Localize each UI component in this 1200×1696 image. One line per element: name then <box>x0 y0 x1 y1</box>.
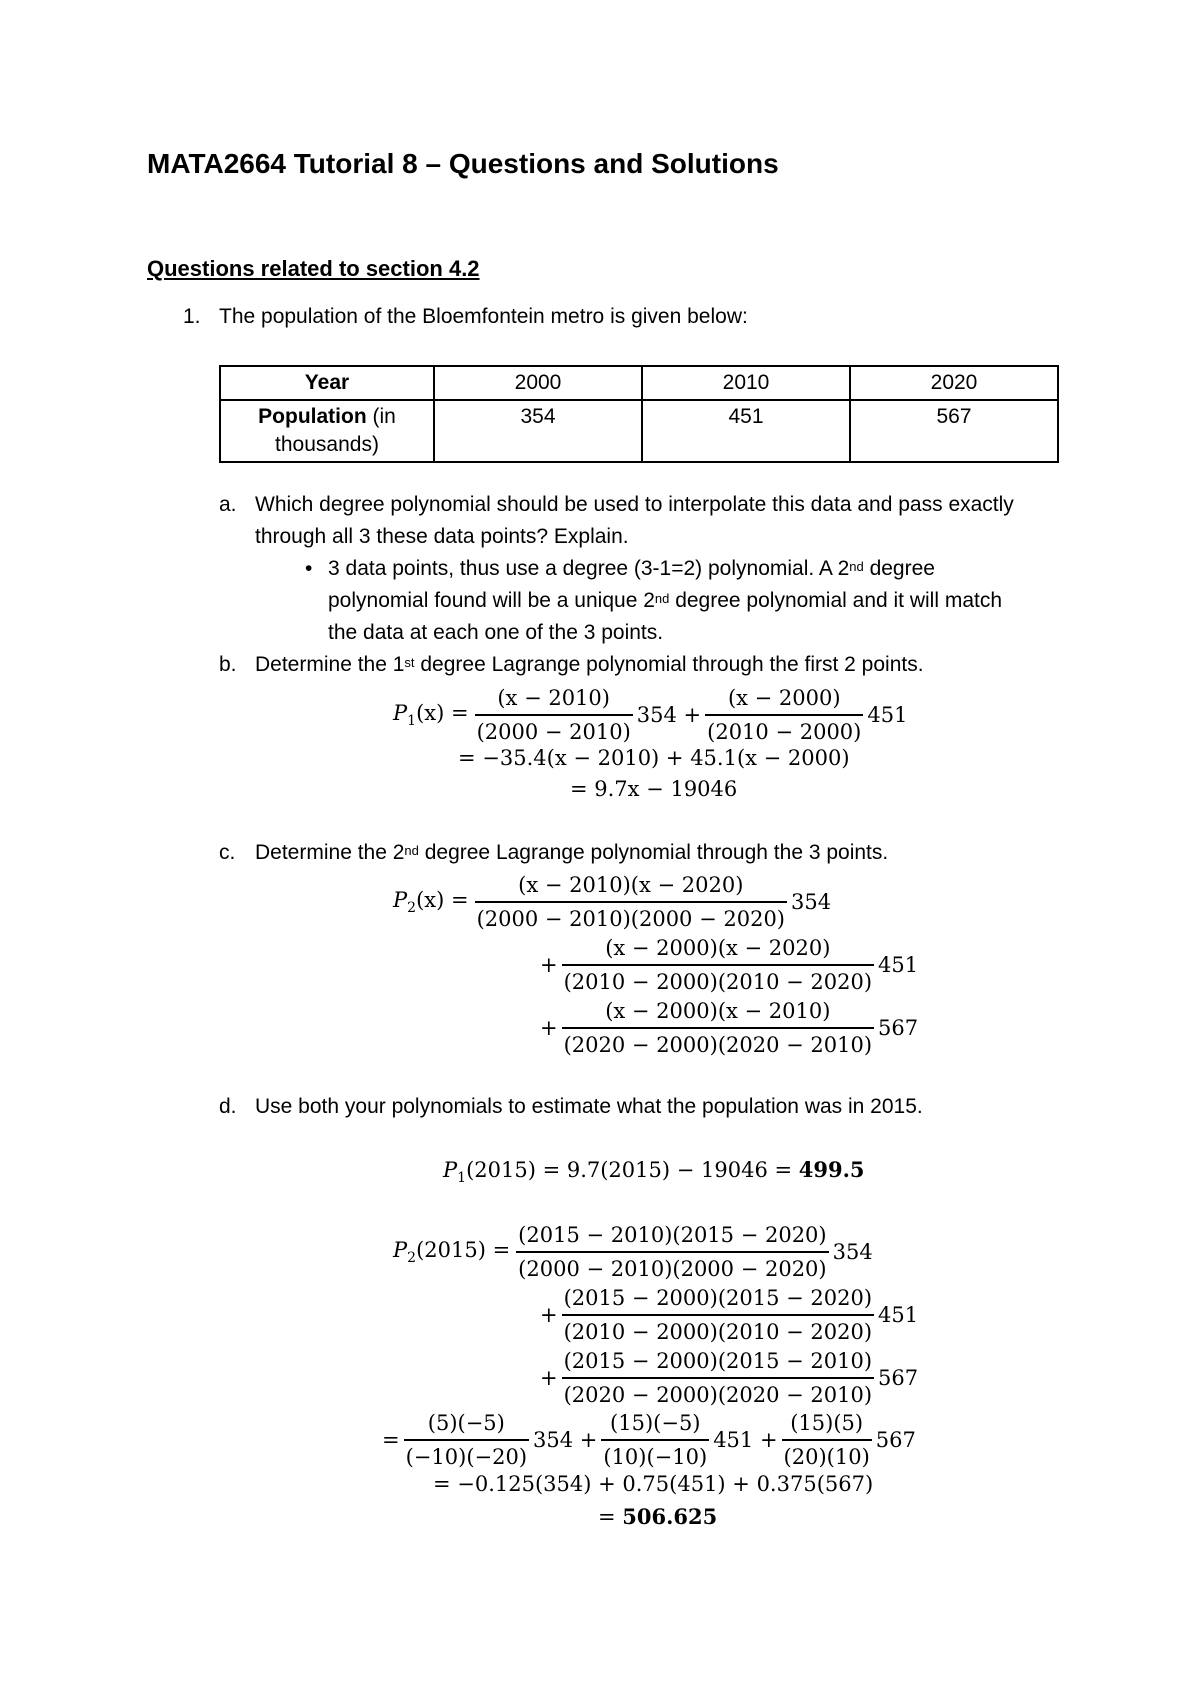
part-c-term2: + $\frac{(x - 2000)(x - 2020)}{(2010 - 2000)(2010 - 2020)}$ 451 <box>536 933 922 997</box>
part-c-term3: + $\frac{(x - 2000)(x - 2010)}{(2020 - 2000)(2020 - 2010)}$ 567 <box>536 996 922 1060</box>
p2-2015-simplified: = −0.125(354) + 0.75(451) + 0.375(567) <box>433 1472 874 1496</box>
table-header-cell: 2000 <box>434 366 642 400</box>
part-b-line2: = −35.4(x − 2010) + 45.1(x − 2000) <box>458 746 850 770</box>
part-b-text: Determine the 1st degree Lagrange polynomial through the first 2 points. <box>255 653 924 676</box>
p2-2015-term2: + $\frac{(2015 - 2000)(2015 - 2020)}{(2010 - 2000)(2010 - 2020)}$ 451 <box>536 1283 922 1347</box>
part-b-equation: $P_1(x)$ = $\frac{(x - 2010)}{(2000 - 2010)}$ 354 + $\frac{(x - 2000)}{(2010 - 2000)}$ 451 <box>393 683 911 747</box>
fraction: $\frac{(2015 - 2010)(2015 - 2020)}{(2000 - 2010)(2000 - 2020)}$ <box>516 1220 828 1284</box>
table-cell: 451 <box>642 400 850 462</box>
part-c-text: Determine the 2nd degree Lagrange polynomial through the 3 points. <box>255 841 889 864</box>
bullet-icon: • <box>305 557 313 580</box>
fraction: $\frac{(2015 - 2000)(2015 - 2010)}{(2020 - 2000)(2020 - 2010)}$ <box>562 1346 874 1410</box>
question-1-text: The population of the Bloemfontein metro is given below: <box>219 305 748 328</box>
p2-2015-lhs: $P_2(2015)$ = <box>393 1237 511 1267</box>
p1-2015-equation: $P_1(2015) = 9.7(2015) - 19046 = 499.5$ <box>443 1157 865 1187</box>
p2-2015-term3: + $\frac{(2015 - 2000)(2015 - 2010)}{(2020 - 2000)(2020 - 2010)}$ 567 <box>536 1346 922 1410</box>
fraction: $\frac{(2015 - 2000)(2015 - 2020)}{(2010 - 2000)(2010 - 2020)}$ <box>562 1283 874 1347</box>
question-1-number: 1. <box>183 305 201 328</box>
table-header-cell: 2010 <box>642 366 850 400</box>
table-cell: 567 <box>850 400 1058 462</box>
population-table <box>219 365 1059 463</box>
fraction: $\frac{(x - 2010)(x - 2020)}{(2000 - 2010)(2000 - 2020)}$ <box>475 870 787 934</box>
part-a-bullet-line3: the data at each one of the 3 points. <box>328 621 664 644</box>
page-title: MATA2664 Tutorial 8 – Questions and Solutions <box>147 148 779 179</box>
p2-2015-final: = 506.625 <box>598 1504 718 1529</box>
fraction: $\frac{(15)(5)}{(20)(10)}$ <box>782 1408 872 1472</box>
table-row <box>220 400 1058 462</box>
table-row-label <box>220 400 434 462</box>
part-a-line2: through all 3 these data points? Explain. <box>255 525 629 548</box>
part-a-label: a. <box>219 493 237 516</box>
p1-lhs: $P_1(x)$ = <box>393 700 469 730</box>
row-label-bold: Population <box>258 405 367 428</box>
part-d-text: Use both your polynomials to estimate what the population was in 2015. <box>255 1095 923 1118</box>
table-header-cell: Year <box>220 366 434 400</box>
table-header-cell: 2020 <box>850 366 1058 400</box>
fraction: $\frac{(x - 2000)}{(2010 - 2000)}$ <box>705 683 863 747</box>
part-c-label: c. <box>219 841 236 864</box>
part-a-bullet-line1: 3 data points, thus use a degree (3-1=2) polynomial. A 2nd degree <box>328 557 935 580</box>
p2-2015-term1: $P_2(2015)$ = $\frac{(2015 - 2010)(2015 - 2020)}{(2000 - 2010)(2000 - 2020)}$ 354 <box>393 1220 877 1284</box>
p2-lhs: $P_2(x)$ = <box>393 887 469 917</box>
fraction: $\frac{(x - 2000)(x - 2010)}{(2020 - 2000)(2020 - 2010)}$ <box>562 996 874 1060</box>
fraction: $\frac{(x - 2000)(x - 2020)}{(2010 - 2000)(2010 - 2020)}$ <box>562 933 874 997</box>
part-d-label: d. <box>219 1095 237 1118</box>
part-b-line3: = 9.7x − 19046 <box>570 777 738 801</box>
part-b-label: b. <box>219 653 237 676</box>
p2-2015-result: 506.625 <box>622 1504 718 1529</box>
p2-2015-substituted: = $\frac{(5)(-5)}{(-10)(-20)}$ 354 + $\frac{(15)(-5)}{(10)(-10)}$ 451 + $\frac{(15)(5)}{(20)(10)}$ 567 <box>378 1408 920 1472</box>
table-cell: 354 <box>434 400 642 462</box>
fraction: $\frac{(x - 2010)}{(2000 - 2010)}$ <box>475 683 633 747</box>
part-a-bullet-line2: polynomial found will be a unique 2nd degree polynomial and it will match <box>328 589 1003 612</box>
row-label-rest: (in thousands) <box>275 405 396 456</box>
table-header-row <box>220 366 1058 400</box>
part-a-line1: Which degree polynomial should be used to interpolate this data and pass exactly <box>255 493 1014 516</box>
part-c-term1: $P_2(x)$ = $\frac{(x - 2010)(x - 2020)}{(2000 - 2010)(2000 - 2020)}$ 354 <box>393 870 835 934</box>
fraction: $\frac{(15)(-5)}{(10)(-10)}$ <box>601 1408 709 1472</box>
section-heading: Questions related to section 4.2 <box>147 256 480 281</box>
fraction: $\frac{(5)(-5)}{(-10)(-20)}$ <box>404 1408 529 1472</box>
p1-2015-result: 499.5 <box>798 1157 865 1182</box>
